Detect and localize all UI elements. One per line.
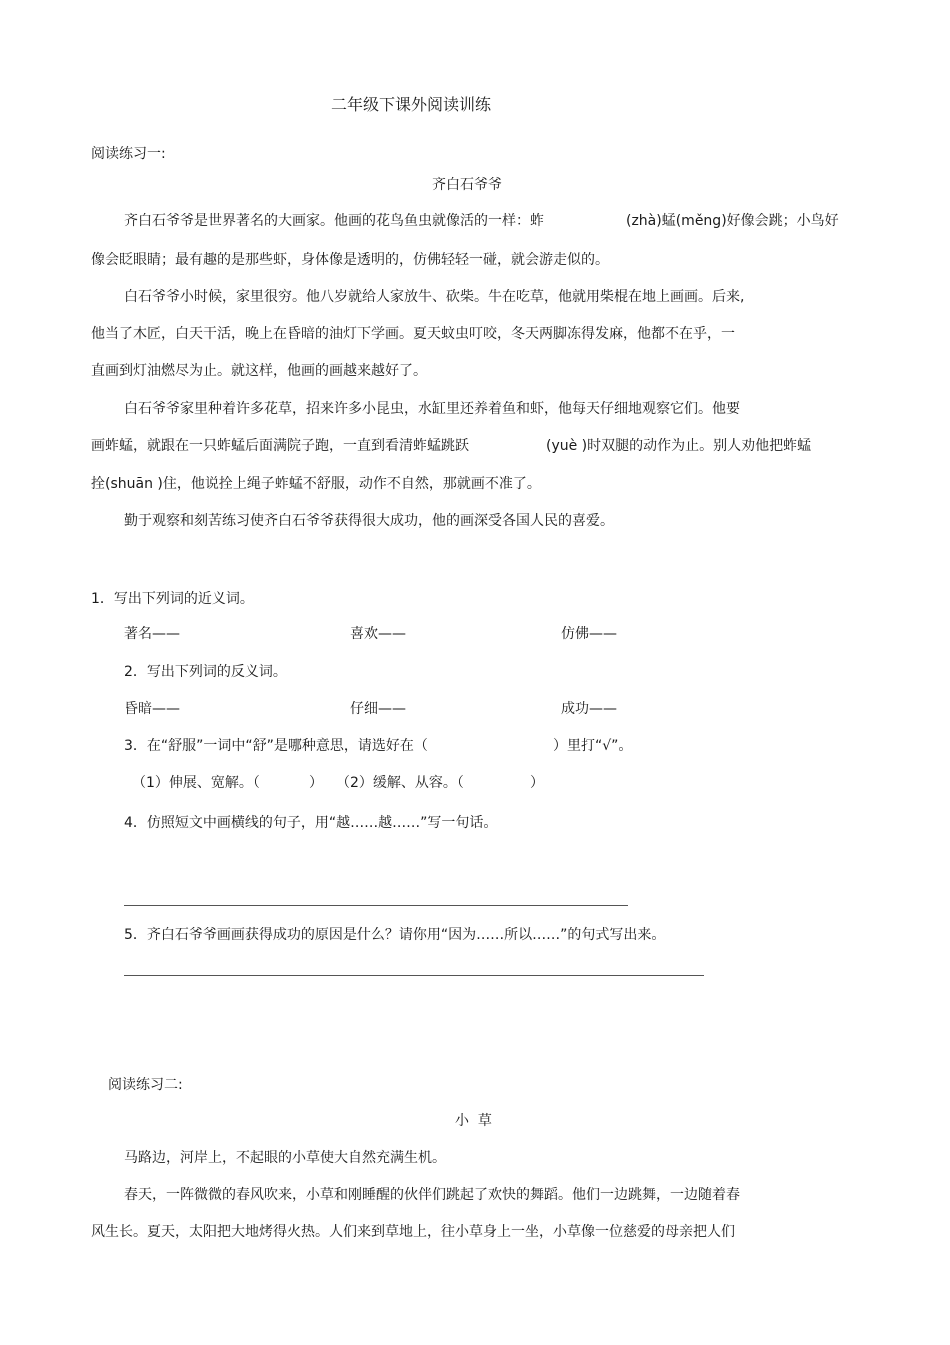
s1-p3-line2a: 画蚱蜢，就跟在一只蚱蜢后面满院子跑，一直到看清蚱蜢跳跃: [91, 438, 469, 454]
s1-p2-line2: 他当了木匠，白天干活，晚上在昏暗的油灯下学画。夏天蚊虫叮咬，冬天两脚冻得发麻，他都不在乎，一: [91, 326, 735, 342]
section2-heading: 阅读练习二:: [108, 1077, 183, 1093]
q3-option-2-close: ）: [530, 775, 544, 791]
s1-p2-line1: 白石爷爷小时候，家里很穷。他八岁就给人家放牛、砍柴。牛在吃草，他就用柴棍在地上画画。后来,: [124, 289, 745, 305]
question-3-part-a: 3．在“舒服”一词中“舒”是哪种意思，请选好在（: [124, 738, 428, 754]
q3-option-2: （2）缓解、从容。（: [336, 775, 464, 791]
s1-p1-line1a: 齐白石爷爷是世界著名的大画家。他画的花鸟鱼虫就像活的一样：蚱: [124, 213, 544, 229]
s1-p2-line3: 直画到灯油燃尽为止。就这样，他画的画越来越好了。: [91, 363, 427, 379]
section2-story-title: 小 草: [455, 1113, 492, 1129]
document-title: 二年级下课外阅读训练: [331, 95, 492, 114]
q2-word-1: 昏暗——: [124, 701, 180, 717]
q1-word-1: 著名——: [124, 626, 180, 642]
q2-word-3: 成功——: [561, 701, 617, 717]
s1-p3-line3: 拴(shuān )住，他说拴上绳子蚱蜢不舒服，动作不自然，那就画不准了。: [91, 476, 541, 492]
question-4: 4．仿照短文中画横线的句子，用“越……越……”写一句话。: [124, 815, 498, 831]
answer-line-q4: [124, 905, 628, 906]
s1-p1-line1b: (zhà)蜢(měng)好像会跳；小鸟好: [626, 213, 839, 229]
s1-p3-line1: 白石爷爷家里种着许多花草，招来许多小昆虫，水缸里还养着鱼和虾，他每天仔细地观察它们。他要: [124, 401, 740, 417]
question-3-part-b: ）里打“√”。: [553, 738, 633, 754]
s2-p2-line2: 风生长。夏天，太阳把大地烤得火热。人们来到草地上，往小草身上一坐，小草像一位慈爱的母亲把人们: [91, 1224, 735, 1240]
question-2: 2．写出下列词的反义词。: [124, 664, 287, 680]
s1-p3-line2b: (yuè )时双腿的动作为止。别人劝他把蚱蜢: [546, 438, 812, 454]
s2-p2-line1: 春天，一阵微微的春风吹来，小草和刚睡醒的伙伴们跳起了欢快的舞蹈。他们一边跳舞，一边随着春: [124, 1187, 740, 1203]
q3-option-1-close: ）: [309, 775, 323, 791]
question-5: 5．齐白石爷爷画画获得成功的原因是什么？请你用“因为……所以……”的句式写出来。: [124, 927, 666, 943]
section1-heading: 阅读练习一:: [91, 146, 166, 162]
s2-p1: 马路边，河岸上，不起眼的小草使大自然充满生机。: [124, 1150, 446, 1166]
answer-line-q5: [124, 975, 704, 976]
s1-p1-line2: 像会眨眼睛；最有趣的是那些虾，身体像是透明的，仿佛轻轻一碰，就会游走似的。: [91, 252, 609, 268]
question-1: 1．写出下列词的近义词。: [91, 591, 254, 607]
s1-p4: 勤于观察和刻苦练习使齐白石爷爷获得很大成功，他的画深受各国人民的喜爱。: [124, 513, 614, 529]
q1-word-2: 喜欢——: [350, 626, 406, 642]
q3-option-1: （1）伸展、宽解。（: [132, 775, 260, 791]
section1-story-title: 齐白石爷爷: [432, 177, 502, 193]
q1-word-3: 仿佛——: [561, 626, 617, 642]
q2-word-2: 仔细——: [350, 701, 406, 717]
